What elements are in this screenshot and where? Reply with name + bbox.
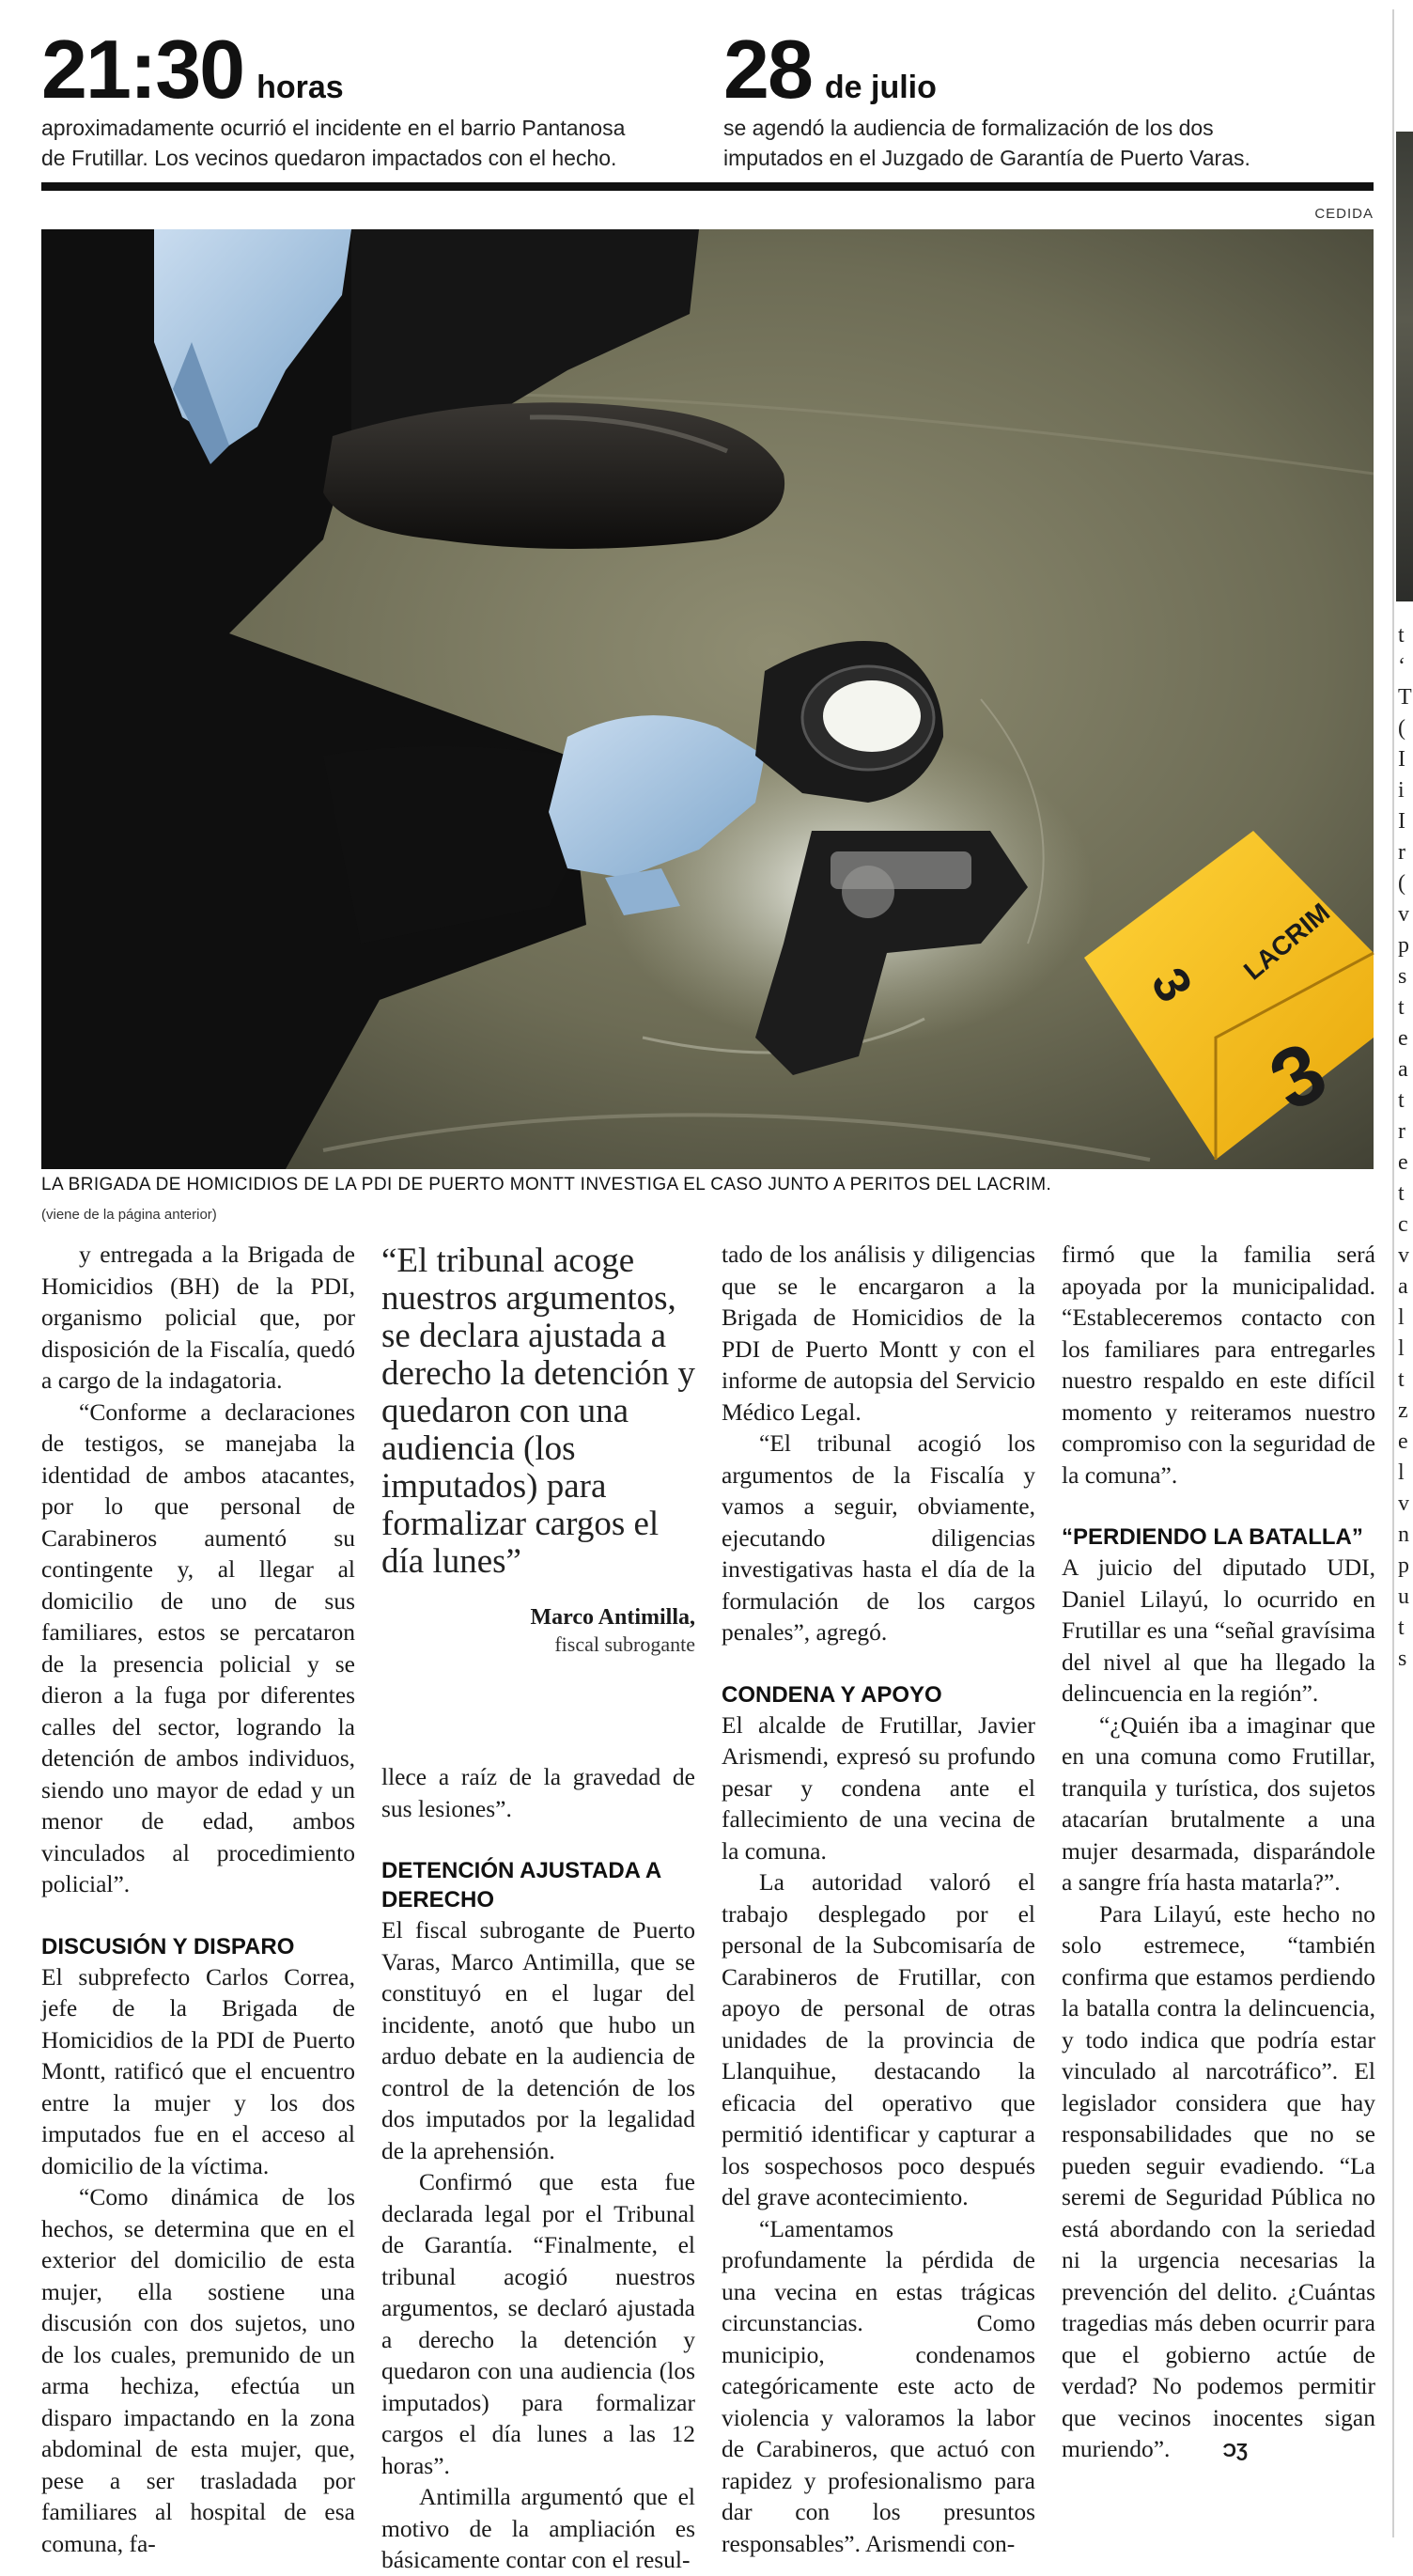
paragraph: A juicio del diputado UDI, Daniel Lilayú, lo ocurrido en Frutillar es una “señal gravísima del nivel al que ha llegado la delincuencia en la región”.: [1062, 1553, 1375, 1707]
marker-number: 3: [1255, 1023, 1342, 1130]
stat-date: [723, 23, 1390, 173]
subheading-discusion: DISCUSIÓN Y DISPARO: [41, 1933, 295, 1959]
adjacent-letter: (: [1398, 716, 1405, 741]
paragraph: El alcalde de Frutillar, Javier Arismendi, expresó su profundo pesar y condena ante el fallecimiento de una vecina de la comuna.: [722, 1710, 1035, 1865]
adjacent-letter: a: [1398, 1057, 1408, 1082]
stat-time: [41, 23, 708, 173]
adjacent-letter: s: [1398, 964, 1407, 989]
stat-date-description: se agendó la audiencia de formalización de los dos imputados en el Juzgado de Garantía de Puerto Varas.: [723, 116, 1250, 170]
subheading-detencion: DETENCIÓN AJUSTADA A DERECHO: [381, 1858, 661, 1912]
photo-caption: LA BRIGADA DE HOMICIDIOS DE LA PDI DE PUERTO MONTT INVESTIGA EL CASO JUNTO A PERITOS DEL LACRIM.: [41, 1175, 1052, 1194]
adjacent-letter: l: [1398, 1336, 1405, 1361]
adjacent-letter: l: [1398, 1460, 1405, 1485]
adjacent-letter: s: [1398, 1647, 1407, 1671]
adjacent-letter: T: [1398, 685, 1412, 710]
paragraph: “Conforme a declaraciones de testigos, se manejaba la identidad de ambos atacantes, por lo que personal de Carabineros aumentó su contingente y, al llegar al domicilio de uno de sus familiares, estos se percataron de la presencia policial y se dieron a la fuga por diferentes calles del sector, logrando la detención de ambos individuos, siendo uno mayor de edad y un menor de edad, ambos vinculados al procedimiento policial”.: [41, 1397, 355, 1897]
adjacent-page-edge: [1392, 0, 1413, 2545]
adjacent-letter: a: [1398, 1274, 1408, 1299]
adjacent-letter: e: [1398, 1026, 1408, 1051]
article-column-3: [722, 1239, 1035, 2559]
adjacent-letter: c: [1398, 1212, 1408, 1237]
adjacent-letter: t: [1398, 1088, 1405, 1113]
stat-date-number: 28: [723, 23, 812, 116]
adjacent-letter: r: [1398, 1119, 1405, 1144]
marker-number-side: 3: [1140, 959, 1203, 1012]
paragraph: llece a raíz de la gravedad de sus lesiones”.: [381, 1763, 695, 1822]
adjacent-letter: I: [1398, 809, 1405, 834]
adjacent-letter: t: [1398, 1616, 1405, 1640]
header-divider: [41, 182, 1374, 191]
adjacent-letter: v: [1398, 1491, 1409, 1516]
paragraph: tado de los análisis y diligencias que se le encargaron a la Brigada de Homicidios de la PDI de Puerto Montt y con el informe de autopsia del Servicio Médico Legal.: [722, 1241, 1035, 1426]
adjacent-photo-sliver: [1396, 132, 1413, 601]
subheading-batalla: “PERDIENDO LA BATALLA”: [1062, 1524, 1363, 1550]
paragraph: “Como dinámica de los hechos, se determina que en el exterior del domicilio de esta mujer, ella sostiene una discusión con dos sujetos, uno de los cuales, premunido de un arma hechiza, efectúa un disparo impactando en la zona abdominal de esta mujer, que, pese a ser trasladada por familiares al hospital de esa comuna, fa-: [41, 2183, 355, 2557]
paragraph: y entregada a la Brigada de Homicidios (BH) de la PDI, organismo policial que, por disposición de la Fiscalía, quedó a cargo de la indagatoria.: [41, 1241, 355, 1394]
adjacent-letter: l: [1398, 1305, 1405, 1330]
adjacent-letter: p: [1398, 1553, 1409, 1578]
continued-note: (viene de la página anterior): [41, 1207, 217, 1223]
adjacent-text-sliver: [1398, 620, 1413, 1675]
stat-date-unit: de julio: [824, 70, 937, 105]
paragraph: El subprefecto Carlos Correa, jefe de la Brigada de Homicidios de la PDI de Puerto Montt, ratificó que el encuentro entre la mujer y los dos imputados fue en el acceso al domicilio de la víctima.: [41, 1962, 355, 2179]
stat-time-number: 21:30: [41, 23, 244, 116]
adjacent-letter: t: [1398, 623, 1405, 648]
end-of-article-icon: ƆƷ: [1222, 2441, 1249, 2461]
article-column-2: [381, 1239, 695, 2576]
adjacent-letter: t: [1398, 1367, 1405, 1392]
adjacent-letter: z: [1398, 1398, 1408, 1423]
pull-quote-author: Marco Antimilla,: [530, 1605, 695, 1630]
adjacent-letter: u: [1398, 1585, 1409, 1609]
stat-time-unit: horas: [256, 70, 344, 105]
paragraph-text: Para Lilayú, este hecho no solo estremece, “también confirma que estamos perdiendo la batalla contra la delincuencia, y todo indica que podría estar vinculado al narcotráfico”. El legislador considera que hay responsabilidades que no se pueden seguir evadiendo. “La seremi de Seguridad Pública no está abordando con la seriedad ni la urgencia necesarias la prevención del delito. ¿Cuántas tragedias más deben ocurrir para que el gobierno actúe de verdad? No podemos permitir que vecinos inocentes sigan muriendo”.: [1062, 1899, 1375, 2462]
adjacent-letter: n: [1398, 1522, 1409, 1547]
paragraph: [1062, 1898, 1375, 2468]
news-photo: [41, 229, 1374, 1169]
marker-label: LACRIM: [1237, 897, 1336, 986]
adjacent-letter: (: [1398, 871, 1405, 896]
crime-scene-photo: [41, 229, 1374, 1169]
paragraph: “El tribunal acogió los argumentos de la Fiscalía y vamos a seguir, obviamente, ejecutando diligencias investigativas hasta el día de la formulación de los cargos penales”, agregó.: [722, 1429, 1035, 1646]
paragraph: “¿Quién iba a imaginar que en una comuna como Frutillar, tranquila y turística, dos sujetos atacarían brutalmente a una mujer desarmada, disparándole a sangre fría hasta matarla?”.: [1062, 1710, 1375, 1896]
paragraph: Antimilla argumentó que el motivo de la ampliación es básicamente contar con el resul-: [381, 2483, 695, 2573]
adjacent-letter: r: [1398, 840, 1405, 865]
adjacent-letter: I: [1398, 747, 1405, 772]
page-gutter-line: [1392, 9, 1394, 2537]
adjacent-letter: v: [1398, 902, 1409, 927]
adjacent-letter: e: [1398, 1429, 1408, 1454]
paragraph: El fiscal subrogante de Puerto Varas, Marco Antimilla, que se constituyó en el lugar del incidente, anotó que hubo un arduo debate en la audiencia de control de la detención de los dos imputados por la legalidad de la aprehensión.: [381, 1916, 695, 2164]
paragraph: “Lamentamos profundamente la pérdida de una vecina en estas trágicas circunstancias. Como municipio, condenamos categóricamente este acto de violencia y valoramos la labor de Carabineros, que actuó con rapidez y profesionalismo para dar con los presuntos responsables”. Arismendi con-: [722, 2214, 1035, 2557]
article-column-4: [1062, 1239, 1375, 2468]
subheading-condena: CONDENA Y APOYO: [722, 1681, 942, 1708]
adjacent-letter: ‘: [1398, 654, 1405, 679]
paragraph: Confirmó que esta fue declarada legal por el Tribunal de Garantía. “Finalmente, el tribunal acogió nuestros argumentos, se declaró ajustada a derecho la detención y quedaron con una audiencia (los imputados) para formalizar cargos el día lunes a las 12 horas”.: [381, 2168, 695, 2479]
pull-quote-role: fiscal subrogante: [554, 1632, 695, 1656]
adjacent-letter: e: [1398, 1150, 1408, 1175]
stat-time-description: aproximadamente ocurrió el incidente en el barrio Pantanosa de Frutillar. Los vecinos quedaron impactados con el hecho.: [41, 116, 626, 170]
pull-quote: “El tribunal acoge nuestros argumentos, se declara ajustada a derecho la detención y quedaron con una audiencia (los imputados) para formalizar cargos el día lunes”: [381, 1241, 695, 1581]
paragraph: firmó que la familia será apoyada por la municipalidad. “Estableceremos contacto con los familiares para entregarles nuestro respaldo en este difícil momento y reiteramos nuestro compromiso con la seguridad de la comuna”.: [1062, 1241, 1375, 1489]
article-column-1: [41, 1239, 355, 2559]
photo-credit: CEDIDA: [1314, 206, 1374, 222]
adjacent-letter: t: [1398, 995, 1405, 1020]
adjacent-letter: v: [1398, 1243, 1409, 1268]
adjacent-letter: t: [1398, 1181, 1405, 1206]
adjacent-letter: p: [1398, 933, 1409, 958]
adjacent-letter: i: [1398, 778, 1405, 803]
paragraph: La autoridad valoró el trabajo desplegado por el personal de la Subcomisaría de Carabineros de Frutillar, con apoyo de personal de otras unidades de la provincia de Llanquihue, destacando la eficacia del operativo que permitió identificar y capturar a los sospechosos poco después del grave acontecimiento.: [722, 1868, 1035, 2210]
